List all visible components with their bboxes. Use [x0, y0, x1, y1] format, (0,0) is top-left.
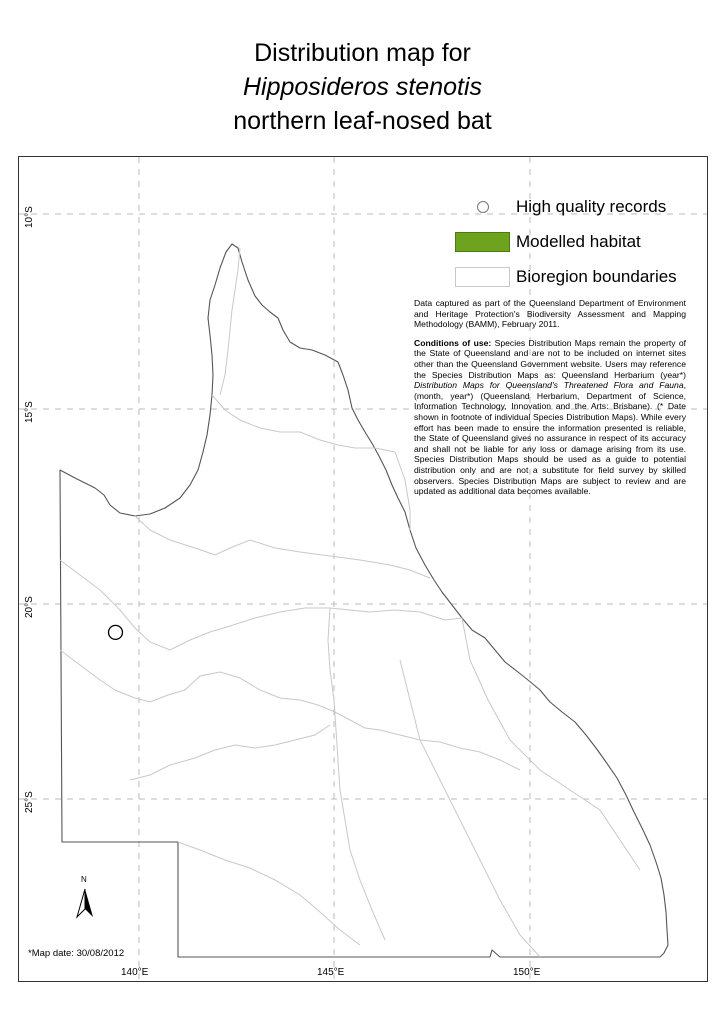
- legend-records: [455, 189, 677, 224]
- lon-label-145: 145°E: [317, 967, 345, 978]
- bioregion-line: [60, 650, 520, 770]
- lat-label-25: 25°S: [24, 791, 35, 813]
- species-common-name: northern leaf-nosed bat: [233, 107, 492, 135]
- conditions-text-b: , (month, year*) (Queensland Herbarium, Department of Science, Information Technology, Innovation and the Arts: Brisbane). (* Date shown in footnote of individual Species Distribution Maps). While every effort has been made to ensure the information presented is reliable, the State of Queensland gives no assurance in respect of its accuracy and shall not be liable for any loss or damage arising from its use. Species Distribution Maps should be used as a guide to potential distribution only and are not a substitute for field survey by skilled observers. Species Distribution Maps are subject to review and are updated as additional data becomes available.: [414, 380, 686, 497]
- legend-bioregion: [455, 259, 677, 294]
- lat-label-15: 15°S: [24, 401, 35, 423]
- conditions-text-a: Species Distribution Maps remain the property of the State of Queensland and are not to be included on internet sites other than the Queensland Government website. Users may reference the Species Distribution Maps as: Queensland Herbarium (year*): [414, 337, 686, 380]
- legend-records-label: High quality records: [516, 196, 667, 216]
- legend-bioregion-label: Bioregion boundaries: [516, 266, 677, 286]
- habitat-swatch: [455, 232, 510, 252]
- lon-label-140: 140°E: [121, 967, 149, 978]
- bioregion-line: [60, 560, 462, 650]
- record-symbol-icon: [455, 197, 510, 217]
- bioregion-line: [212, 395, 395, 452]
- title-line-1: Distribution map for: [254, 39, 471, 67]
- legend-habitat: [455, 224, 677, 259]
- north-label: N: [81, 875, 87, 884]
- species-scientific-name: Hipposideros stenotis: [242, 73, 482, 101]
- lat-label-20: 20°S: [24, 596, 35, 618]
- bioregion-line: [135, 516, 430, 578]
- conditions-label: Conditions of use:: [414, 337, 492, 348]
- bioregion-line: [178, 842, 360, 945]
- bioregion-line: [220, 248, 240, 395]
- conditions-of-use: [414, 338, 686, 497]
- bioregion-line: [400, 660, 540, 957]
- map-legend: [455, 189, 677, 294]
- conditions-text-italic: Distribution Maps for Queensland's Threatened Flora and Fauna: [414, 380, 684, 391]
- records-layer: [109, 625, 123, 639]
- map-notes: [414, 298, 686, 505]
- legend-habitat-label: Modelled habitat: [516, 231, 641, 251]
- north-arrow: [75, 875, 95, 920]
- bioregion-line: [462, 618, 640, 870]
- bioregion-line: [328, 608, 385, 940]
- bioregion-swatch: [455, 267, 510, 287]
- bioregion-line: [130, 725, 330, 780]
- bioregion-line: [395, 452, 410, 530]
- lat-label-10: 10°S: [24, 206, 35, 228]
- data-captured-note: Data captured as part of the Queensland Department of Environment and Heritage Protection's Biodiversity Assessment and Mapping Methodology (BAMM), February 2011.: [414, 298, 686, 330]
- lon-label-150: 150°E: [513, 967, 541, 978]
- map-date: *Map date: 30/08/2012: [28, 948, 125, 959]
- record-marker: [109, 625, 123, 639]
